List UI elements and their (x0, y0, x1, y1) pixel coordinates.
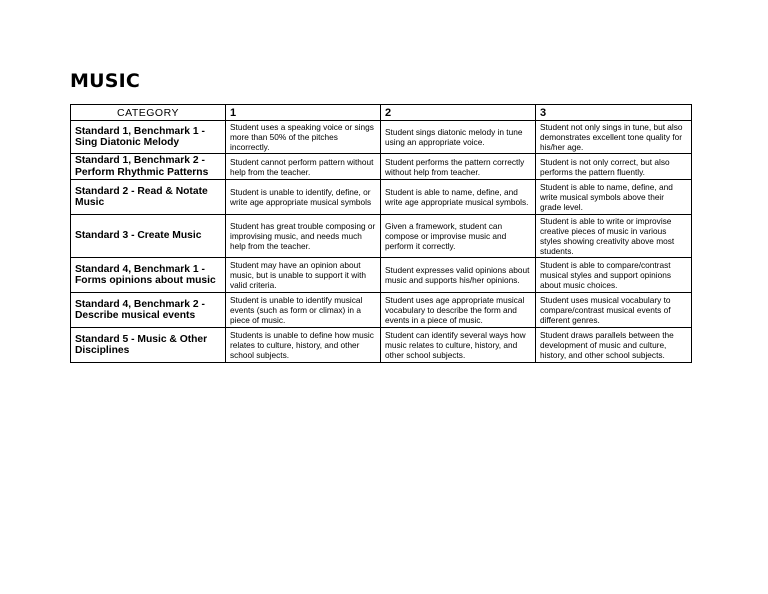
rubric-table (70, 104, 692, 363)
column-header-category: CATEGORY (71, 105, 226, 121)
level-1-cell: Student is unable to identify musical events (such as form or climax) in a piece of music. (226, 293, 381, 328)
level-2-cell: Student is able to name, define, and write age appropriate musical symbols. (381, 180, 536, 215)
category-cell: Standard 3 - Create Music (71, 215, 226, 258)
table-row (71, 215, 692, 258)
level-2-cell: Student uses age appropriate musical vocabulary to describe the form and events in a piece of music. (381, 293, 536, 328)
table-row (71, 293, 692, 328)
category-cell: Standard 1, Benchmark 1 - Sing Diatonic Melody (71, 121, 226, 154)
level-3-cell: Student draws parallels between the development of music and culture, history, and other school subjects. (536, 328, 692, 363)
column-header-level-1: 1 (226, 105, 381, 121)
level-3-cell: Student is able to write or improvise creative pieces of music in various styles showing creativity above most students. (536, 215, 692, 258)
level-1-cell: Student cannot perform pattern without help from the teacher. (226, 154, 381, 180)
category-cell: Standard 2 - Read & Notate Music (71, 180, 226, 215)
level-1-cell: Students is unable to define how music relates to culture, history, and other school subjects. (226, 328, 381, 363)
level-3-cell: Student uses musical vocabulary to compare/contrast musical events of different genres. (536, 293, 692, 328)
page-title: MUSIC (70, 70, 141, 92)
column-header-level-2: 2 (381, 105, 536, 121)
level-2-cell: Student expresses valid opinions about music and supports his/her opinions. (381, 258, 536, 293)
level-1-cell: Student may have an opinion about music, but is unable to support it with valid criteria. (226, 258, 381, 293)
table-row (71, 328, 692, 363)
level-2-cell: Student sings diatonic melody in tune using an appropriate voice. (381, 121, 536, 154)
level-2-cell: Given a framework, student can compose or improvise music and perform it correctly. (381, 215, 536, 258)
column-header-level-3: 3 (536, 105, 692, 121)
level-3-cell: Student is able to compare/contrast musical styles and support opinions about music choices. (536, 258, 692, 293)
level-3-cell: Student not only sings in tune, but also demonstrates excellent tone quality for his/her age. (536, 121, 692, 154)
category-cell: Standard 5 - Music & Other Disciplines (71, 328, 226, 363)
level-2-cell: Student performs the pattern correctly without help from teacher. (381, 154, 536, 180)
table-row (71, 121, 692, 154)
level-2-cell: Student can identify several ways how music relates to culture, history, and other school subjects. (381, 328, 536, 363)
level-1-cell: Student uses a speaking voice or sings more than 50% of the pitches incorrectly. (226, 121, 381, 154)
table-row (71, 180, 692, 215)
table-row (71, 154, 692, 180)
level-3-cell: Student is not only correct, but also performs the pattern fluently. (536, 154, 692, 180)
level-3-cell: Student is able to name, define, and write musical symbols above their grade level. (536, 180, 692, 215)
table-row (71, 258, 692, 293)
category-cell: Standard 4, Benchmark 1 - Forms opinions about music (71, 258, 226, 293)
category-cell: Standard 4, Benchmark 2 - Describe musical events (71, 293, 226, 328)
category-cell: Standard 1, Benchmark 2 - Perform Rhythmic Patterns (71, 154, 226, 180)
level-1-cell: Student has great trouble composing or improvising music, and needs much help from the teacher. (226, 215, 381, 258)
header-row (71, 105, 692, 121)
level-1-cell: Student is unable to identify, define, or write age appropriate musical symbols (226, 180, 381, 215)
